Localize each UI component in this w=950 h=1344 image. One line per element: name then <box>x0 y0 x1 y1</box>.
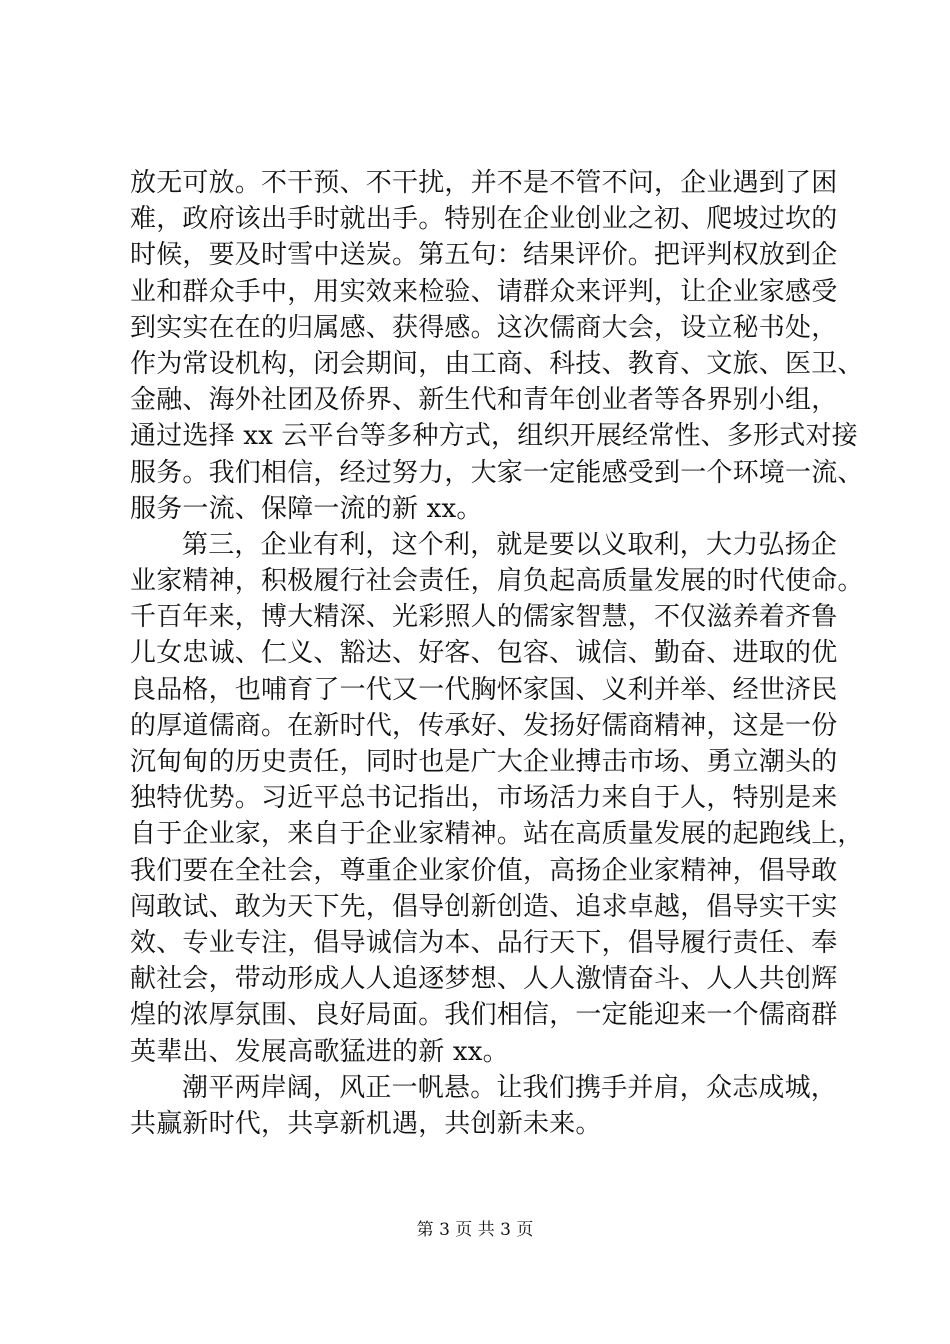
paragraph-first-line: 第三，企业有利，这个利，就是要以义取利，大力弘扬企 <box>182 529 838 560</box>
paragraph-first-line: 潮平两岸阔，风正一帆悬。让我们携手并肩，众志成城， <box>182 1072 838 1103</box>
text-line: 沉甸甸的历史责任，同时也是广大企业搏击市场、勇立潮头的 <box>130 747 838 777</box>
text-line: 通过选择 xx 云平台等多种方式，组织开展经常性、多形式对接 <box>130 421 858 452</box>
text-line: 难，政府该出手时就出手。特别在企业创业之初、爬坡过坎的 <box>130 204 838 235</box>
text-line: 共赢新时代，共享新机遇，共创新未来。 <box>130 1108 602 1139</box>
text-line: 时候，要及时雪中送炭。第五句：结果评价。把评判权放到企 <box>130 240 838 271</box>
body-text <box>130 165 864 1142</box>
text-line: 闯敢试、敢为天下先，倡导创新创造、追求卓越，倡导实干实 <box>130 891 838 922</box>
text-line: 英辈出、发展高歌猛进的新 xx。 <box>130 1036 509 1067</box>
text-line: 作为常设机构，闭会期间，由工商、科技、教育、文旅、医卫、 <box>130 348 864 379</box>
text-line: 服务一流、保障一流的新 xx。 <box>130 493 483 524</box>
text-line: 献社会，带动形成人人追逐梦想、人人激情奋斗、人人共创辉 <box>130 964 838 995</box>
text-line: 独特优势。习近平总书记指出，市场活力来自于人，特别是来 <box>130 783 838 814</box>
text-line: 的厚道儒商。在新时代，传承好、发扬好儒商精神，这是一份 <box>130 710 838 741</box>
text-line: 煌的浓厚氛围、良好局面。我们相信，一定能迎来一个儒商群 <box>130 1000 838 1031</box>
text-line: 放无可放。不干预、不干扰，并不是不管不问，企业遇到了困 <box>130 168 838 198</box>
text-line: 良品格，也哺育了一代又一代胸怀家国、义利并举、经世济民 <box>130 674 838 705</box>
text-line: 我们要在全社会，尊重企业家价值，高扬企业家精神，倡导敢 <box>130 855 838 886</box>
text-line: 自于企业家，来自于企业家精神。站在高质量发展的起跑线上， <box>130 819 864 850</box>
text-line: 效、专业专注，倡导诚信为本、品行天下，倡导履行责任、奉 <box>130 927 838 958</box>
text-line: 到实实在在的归属感、获得感。这次儒商大会，设立秘书处， <box>130 312 838 343</box>
text-line: 业家精神，积极履行社会责任，肩负起高质量发展的时代使命。 <box>130 566 864 597</box>
text-line: 金融、海外社团及侨界、新生代和青年创业者等各界别小组， <box>130 385 838 416</box>
text-line: 业和群众手中，用实效来检验、请群众来评判，让企业家感受 <box>130 276 838 307</box>
page-number-footer: 第 3 页 共 3 页 <box>416 1220 534 1240</box>
text-line: 千百年来，博大精深、光彩照人的儒家智慧，不仅滋养着齐鲁 <box>130 602 838 633</box>
text-line: 儿女忠诚、仁义、豁达、好客、包容、诚信、勤奋、进取的优 <box>130 638 838 669</box>
text-line: 服务。我们相信，经过努力，大家一定能感受到一个环境一流、 <box>130 457 864 488</box>
